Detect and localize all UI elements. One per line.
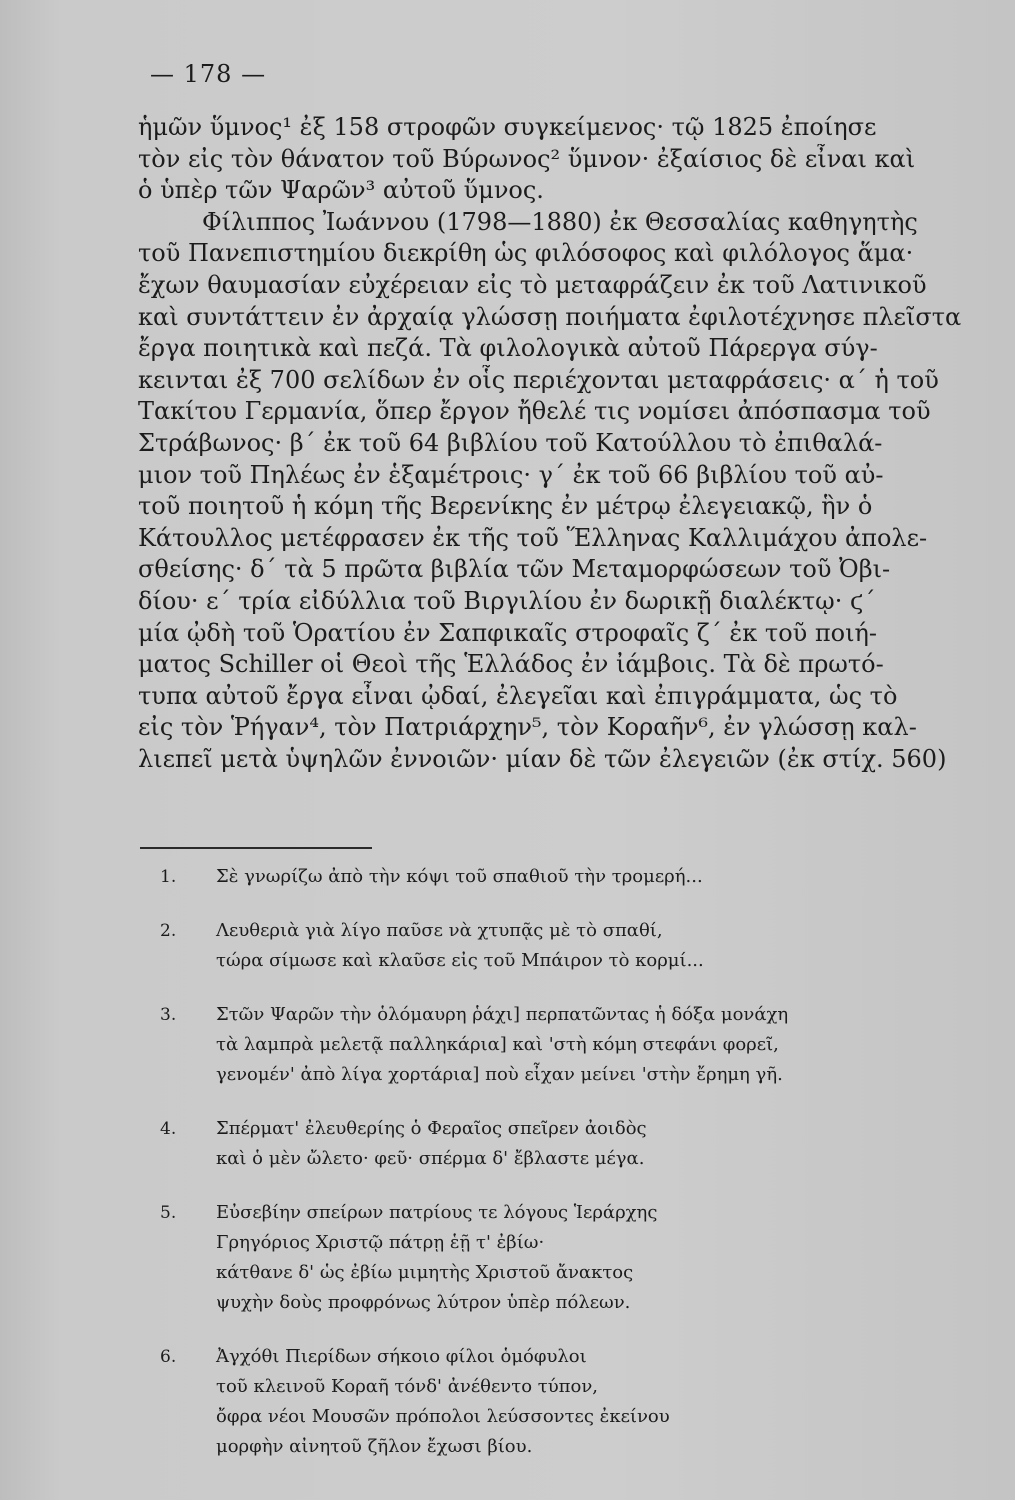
footnote-line: Σὲ γνωρίζω ἀπὸ τὴν κόψι τοῦ σπαθιοῦ τὴν τρομερή... — [216, 866, 703, 887]
footnote-line: Εὐσεβίην σπείρων πατρίους τε λόγους Ἱεράρχης — [216, 1202, 658, 1223]
footnote-line: Σπέρματ' ἐλευθερίης ὁ Φεραῖος σπεῖρεν ἀοιδὸς — [216, 1118, 647, 1139]
body-line: σθείσης· δ΄ τὰ 5 πρῶτα βιβλία τῶν Μεταμορφώσεων τοῦ Ὀβι- — [138, 555, 891, 584]
body-line: Φίλιππος Ἰωάννου (1798—1880) ἐκ Θεσσαλίας καθηγητὴς — [202, 207, 918, 236]
body-line: καὶ συντάττειν ἐν ἀρχαίᾳ γλώσσῃ ποιήματα ἐφιλοτέχνησε πλεῖστα — [138, 302, 962, 331]
body-line: Κάτουλλος μετέφρασεν ἐκ τῆς τοῦ Ἕλληνας Καλλιμάχου ἀπολε- — [138, 523, 928, 552]
footnote-line: καὶ ὁ μὲν ὤλετο· φεῦ· σπέρμα δ' ἔβλαστε μέγα. — [216, 1148, 645, 1169]
footnote — [150, 1342, 970, 1462]
body-line: ἔργα ποιητικὰ καὶ πεζά. Τὰ φιλολογικὰ αὐτοῦ Πάρεργα σύγ- — [138, 334, 878, 363]
footnote-number: 4. — [160, 1119, 177, 1139]
footnote-line: Λευθεριὰ γιὰ λίγο παῦσε νὰ χτυπᾷς μὲ τὸ σπαθί, — [216, 920, 663, 941]
footnote-divider — [140, 847, 372, 849]
footnotes — [150, 862, 970, 1486]
body-line: δίου· ε΄ τρία εἰδύλλια τοῦ Βιργιλίου ἐν δωρικῇ διαλέκτῳ· ϛ΄ — [138, 586, 876, 615]
footnote-line: Ἀγχόθι Πιερίδων σήκοιο φίλοι ὁμόφυλοι — [216, 1346, 587, 1367]
footnote-number: 3. — [160, 1005, 177, 1025]
body-line: τυπα αὐτοῦ ἔργα εἶναι ᾠδαί, ἐλεγεῖαι καὶ ἐπιγράμματα, ὡς τὸ — [138, 681, 898, 710]
footnote-number: 6. — [160, 1347, 177, 1367]
footnote-line: ὄφρα νέοι Μουσῶν πρόπολοι λεύσσοντες ἐκείνου — [216, 1406, 670, 1427]
footnote-line: τώρα σίμωσε καὶ κλαῦσε εἰς τοῦ Μπάιρον τὸ κορμί... — [216, 950, 704, 971]
footnote — [150, 862, 970, 892]
body-line: Τακίτου Γερμανία, ὅπερ ἔργον ἤθελέ τις νομίσει ἀπόσπασμα τοῦ — [138, 397, 931, 426]
body-line: τοῦ ποιητοῦ ἡ κόμη τῆς Βερενίκης ἐν μέτρῳ ἐλεγειακῷ, ἣν ὁ — [138, 492, 873, 521]
page-number: — 178 — — [150, 60, 267, 88]
footnote-line: Στῶν Ψαρῶν τὴν ὁλόμαυρη ῥάχι] περπατῶντας ἡ δόξα μονάχη — [216, 1004, 789, 1025]
footnote-line: τοῦ κλεινοῦ Κοραῆ τόνδ' ἀνέθεντο τύπον, — [216, 1376, 598, 1397]
body-line: ματος Schiller οἱ Θεοὶ τῆς Ἑλλάδος ἐν ἰάμβοις. Τὰ δὲ πρωτό- — [138, 650, 884, 679]
footnote-line: τὰ λαμπρὰ μελετᾷ παλληκάρια] καὶ 'στὴ κόμη στεφάνι φορεῖ, — [216, 1034, 779, 1055]
body-line: κεινται ἐξ 700 σελίδων ἐν οἷς περιέχονται μεταφράσεις· α΄ ἡ τοῦ — [138, 365, 939, 394]
footnote-number: 5. — [160, 1203, 177, 1223]
body-line: εἰς τὸν Ῥήγαν⁴, τὸν Πατριάρχην⁵, τὸν Κοραῆν⁶, ἐν γλώσσῃ καλ- — [138, 713, 917, 742]
body-line: ἔχων θαυμασίαν εὐχέρειαν εἰς τὸ μεταφράζειν ἐκ τοῦ Λατινικοῦ — [138, 270, 927, 299]
body-line: ὁ ὑπὲρ τῶν Ψαρῶν³ αὐτοῦ ὕμνος. — [138, 176, 544, 205]
footnote-line: γενομέν' ἀπὸ λίγα χορτάρια] ποὺ εἶχαν μείνει 'στὴν ἔρημη γῆ. — [216, 1064, 783, 1085]
footnote — [150, 1114, 970, 1174]
footnote-line: Γρηγόριος Χριστῷ πάτρῃ ἑῇ τ' ἐβίω· — [216, 1232, 545, 1253]
body-line: τὸν εἰς τὸν θάνατον τοῦ Βύρωνος² ὕμνον· ἐξαίσιος δὲ εἶναι καὶ — [138, 144, 916, 173]
body-line: λιεπεῖ μετὰ ὑψηλῶν ἐννοιῶν· μίαν δὲ τῶν ἐλεγειῶν (ἐκ στίχ. 560) — [138, 744, 947, 773]
body-line: μία ᾠδὴ τοῦ Ὁρατίου ἐν Σαπφικαῖς στροφαῖς ζ΄ ἐκ τοῦ ποιή- — [138, 618, 877, 647]
body-line: ἡμῶν ὕμνος¹ ἐξ 158 στροφῶν συγκείμενος· τῷ 1825 ἐποίησε — [138, 113, 877, 141]
body-line: τοῦ Πανεπιστημίου διεκρίθη ὡς φιλόσοφος καὶ φιλόλογος ἅμα· — [138, 239, 914, 268]
body-text — [138, 112, 978, 775]
footnote-line: μορφὴν αἰνητοῦ ζῆλον ἔχωσι βίου. — [216, 1436, 533, 1457]
footnote-line: κάτθανε δ' ὡς ἐβίω μιμητὴς Χριστοῦ ἄνακτος — [216, 1262, 634, 1283]
footnote-number: 2. — [160, 921, 177, 941]
footnote — [150, 1000, 970, 1090]
body-line: μιον τοῦ Πηλέως ἐν ἑξαμέτροις· γ΄ ἐκ τοῦ 66 βιβλίου τοῦ αὐ- — [138, 460, 884, 489]
footnote-number: 1. — [160, 867, 177, 887]
footnote-line: ψυχὴν δοὺς προφρόνως λύτρον ὑπὲρ πόλεων. — [216, 1292, 631, 1313]
body-line: Στράβωνος· β΄ ἐκ τοῦ 64 βιβλίου τοῦ Κατούλλου τὸ ἐπιθαλά- — [138, 428, 883, 457]
footnote — [150, 916, 970, 976]
footnote — [150, 1198, 970, 1318]
